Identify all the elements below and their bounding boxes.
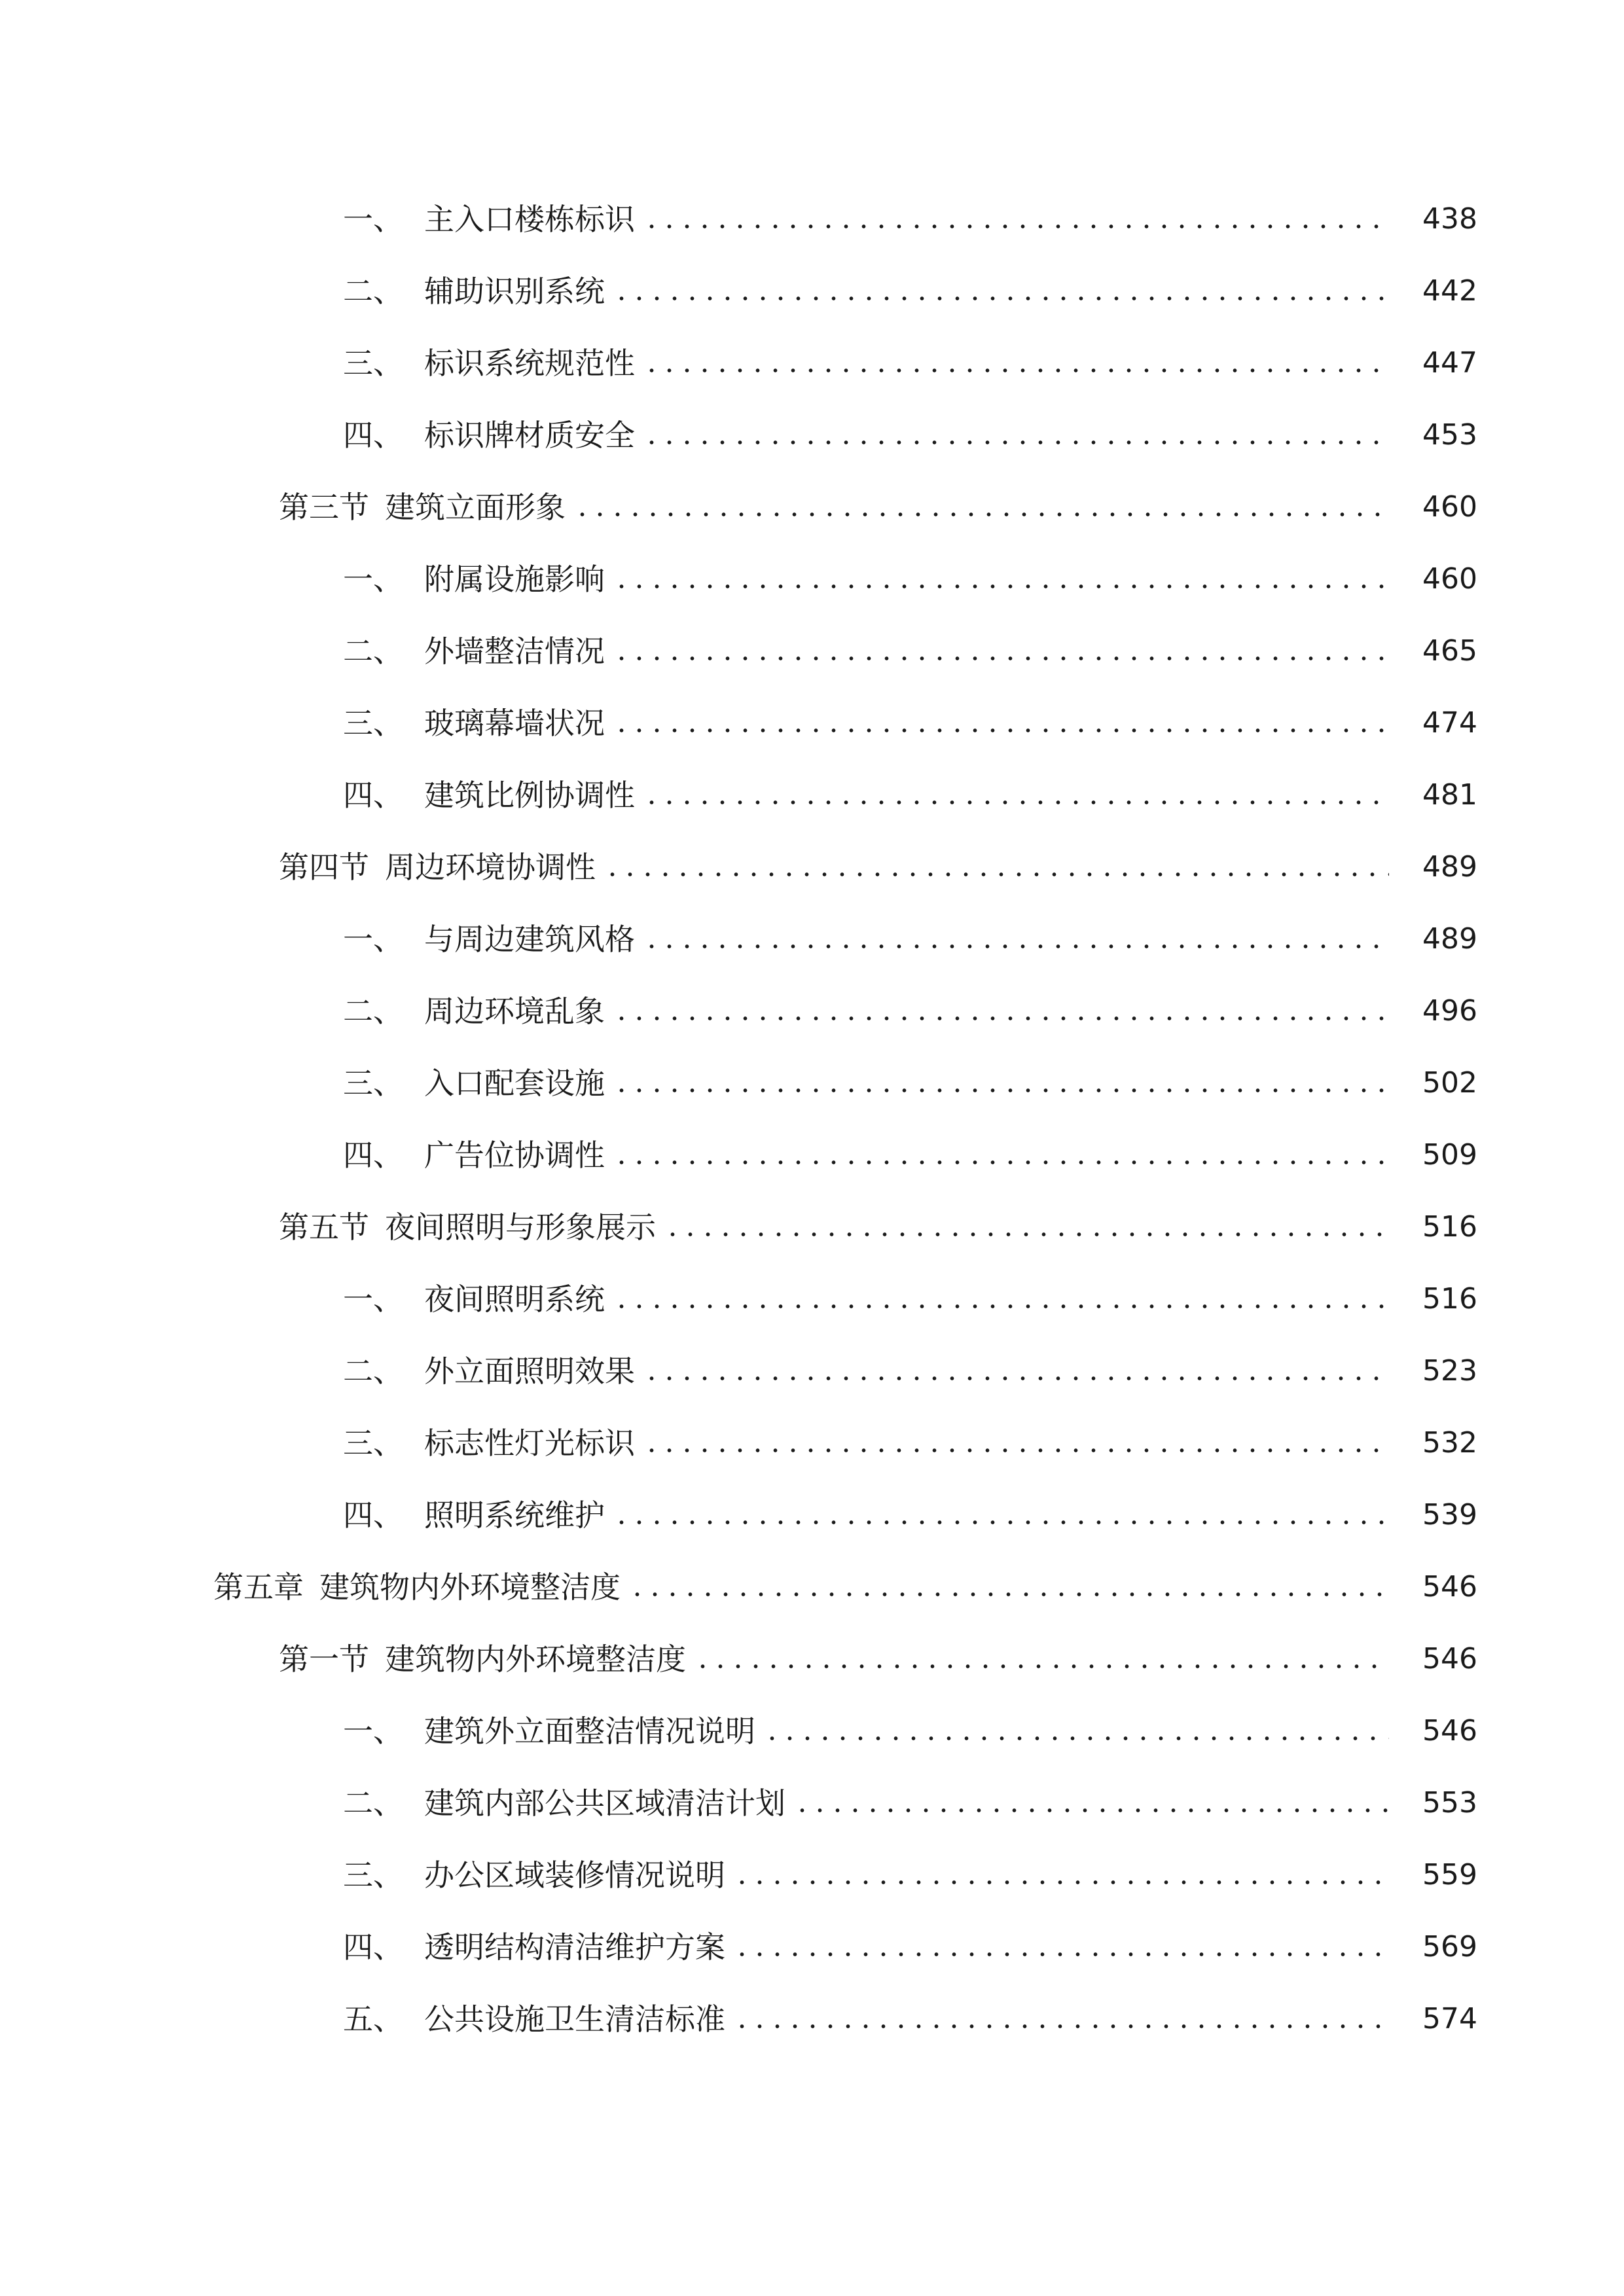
toc-entry[interactable] <box>0 1479 1624 1551</box>
dot-leader <box>694 1663 1389 1670</box>
toc-entry-page-number: 447 <box>1422 346 1477 380</box>
dot-leader <box>613 1519 1389 1526</box>
toc-entry-number: 第五章 <box>213 1570 304 1605</box>
toc-entry-number: 四、 <box>343 1138 403 1173</box>
toc-entry-title: 建筑立面形象 <box>385 490 566 525</box>
toc-entry-page-number: 453 <box>1422 418 1477 452</box>
toc-entry-number: 二、 <box>343 994 403 1029</box>
dot-leader <box>613 1303 1389 1310</box>
toc-entry-number: 二、 <box>343 274 403 309</box>
toc-entry-page-number: 481 <box>1422 778 1477 812</box>
toc-entry[interactable] <box>0 543 1624 615</box>
toc-entry-page-number: 489 <box>1422 850 1477 884</box>
toc-entry-number: 一、 <box>343 1282 403 1317</box>
toc-entry-number: 二、 <box>343 1354 403 1389</box>
dot-leader <box>604 871 1389 878</box>
toc-entry[interactable] <box>0 1767 1624 1839</box>
toc-entry-number: 三、 <box>343 706 403 741</box>
toc-entry-page-number: 539 <box>1422 1498 1477 1532</box>
toc-entry-title: 建筑物内外环境整洁度 <box>319 1570 621 1605</box>
toc-entry-number: 第四节 <box>279 850 369 885</box>
toc-entry-title: 标志性灯光标识 <box>424 1426 635 1461</box>
dot-leader <box>643 439 1389 446</box>
toc-entry-title: 广告位协调性 <box>424 1138 605 1173</box>
dot-leader <box>793 1807 1389 1814</box>
dot-leader <box>643 1447 1389 1454</box>
dot-leader <box>643 367 1389 374</box>
toc-entry-page-number: 496 <box>1422 994 1477 1028</box>
dot-leader <box>613 583 1389 590</box>
toc-entry-title: 主入口楼栋标识 <box>424 202 635 237</box>
toc-entry-title: 周边环境乱象 <box>424 994 605 1029</box>
toc-entry[interactable] <box>0 1551 1624 1623</box>
dot-leader <box>643 799 1389 806</box>
toc-entry[interactable] <box>0 1119 1624 1191</box>
toc-entry[interactable] <box>0 903 1624 975</box>
dot-leader <box>664 1231 1389 1238</box>
toc-entry[interactable] <box>0 759 1624 831</box>
toc-entry-page-number: 460 <box>1422 490 1477 524</box>
toc-entry-page-number: 532 <box>1422 1426 1477 1460</box>
table-of-contents <box>0 183 1624 2055</box>
toc-entry-page-number: 474 <box>1422 706 1477 740</box>
toc-entry-page-number: 546 <box>1422 1642 1477 1676</box>
dot-leader <box>613 655 1389 662</box>
toc-entry-number: 四、 <box>343 418 403 453</box>
toc-entry-number: 五、 <box>343 2001 403 2037</box>
dot-leader <box>733 1951 1389 1958</box>
toc-entry[interactable] <box>0 831 1624 903</box>
toc-entry-number: 一、 <box>343 1713 403 1749</box>
toc-entry-number: 四、 <box>343 1929 403 1965</box>
toc-entry-page-number: 489 <box>1422 922 1477 956</box>
toc-entry-number: 四、 <box>343 778 403 813</box>
dot-leader <box>613 727 1389 734</box>
toc-entry[interactable] <box>0 615 1624 687</box>
toc-entry[interactable] <box>0 183 1624 255</box>
dot-leader <box>613 1159 1389 1166</box>
dot-leader <box>573 511 1389 518</box>
toc-entry-title: 建筑比例协调性 <box>424 778 635 813</box>
toc-entry[interactable] <box>0 1911 1624 1983</box>
toc-entry[interactable] <box>0 1695 1624 1767</box>
toc-entry-title: 附属设施影响 <box>424 562 605 597</box>
toc-entry-page-number: 502 <box>1422 1066 1477 1100</box>
dot-leader <box>733 1879 1389 1886</box>
toc-entry-title: 玻璃幕墙状况 <box>424 706 605 741</box>
dot-leader <box>628 1591 1389 1598</box>
toc-entry-number: 一、 <box>343 562 403 597</box>
toc-entry-title: 入口配套设施 <box>424 1066 605 1101</box>
toc-entry[interactable] <box>0 255 1624 327</box>
toc-entry-page-number: 516 <box>1422 1282 1477 1316</box>
toc-entry-title: 周边环境协调性 <box>385 850 596 885</box>
toc-entry-number: 四、 <box>343 1498 403 1533</box>
toc-entry-title: 外立面照明效果 <box>424 1354 635 1389</box>
toc-entry-number: 三、 <box>343 1426 403 1461</box>
toc-entry[interactable] <box>0 1191 1624 1263</box>
toc-entry[interactable] <box>0 1335 1624 1407</box>
toc-entry-number: 第五节 <box>279 1210 369 1245</box>
toc-entry-title: 外墙整洁情况 <box>424 634 605 669</box>
toc-entry-page-number: 460 <box>1422 562 1477 596</box>
toc-entry-page-number: 546 <box>1422 1714 1477 1748</box>
toc-entry[interactable] <box>0 1407 1624 1479</box>
toc-entry-number: 三、 <box>343 346 403 381</box>
dot-leader <box>643 1375 1389 1382</box>
toc-entry-title: 标识系统规范性 <box>424 346 635 381</box>
toc-entry-title: 与周边建筑风格 <box>424 922 635 957</box>
toc-entry[interactable] <box>0 399 1624 471</box>
dot-leader <box>613 1015 1389 1022</box>
toc-entry-title: 夜间照明系统 <box>424 1282 605 1317</box>
toc-entry-page-number: 574 <box>1422 2002 1477 2036</box>
dot-leader <box>613 1087 1389 1094</box>
toc-entry[interactable] <box>0 687 1624 759</box>
toc-entry-page-number: 465 <box>1422 634 1477 668</box>
toc-entry-page-number: 509 <box>1422 1138 1477 1172</box>
toc-entry[interactable] <box>0 1623 1624 1695</box>
toc-entry-title: 夜间照明与形象展示 <box>385 1210 656 1245</box>
toc-entry-title: 公共设施卫生清洁标准 <box>424 2001 725 2037</box>
toc-entry-title: 建筑内部公共区域清洁计划 <box>424 1785 785 1821</box>
toc-entry[interactable] <box>0 1047 1624 1119</box>
toc-entry-number: 二、 <box>343 634 403 669</box>
toc-entry-title: 建筑外立面整洁情况说明 <box>424 1713 755 1749</box>
toc-entry-page-number: 442 <box>1422 274 1477 308</box>
dot-leader <box>763 1735 1389 1742</box>
toc-entry-title: 建筑物内外环境整洁度 <box>385 1641 686 1677</box>
toc-entry-page-number: 569 <box>1422 1930 1477 1964</box>
toc-entry-page-number: 546 <box>1422 1570 1477 1604</box>
toc-entry-page-number: 523 <box>1422 1354 1477 1388</box>
toc-entry[interactable] <box>0 1839 1624 1911</box>
toc-entry-title: 标识牌材质安全 <box>424 418 635 453</box>
toc-entry-page-number: 438 <box>1422 202 1477 236</box>
toc-entry[interactable] <box>0 327 1624 399</box>
toc-entry-page-number: 553 <box>1422 1786 1477 1820</box>
toc-entry-number: 三、 <box>343 1066 403 1101</box>
dot-leader <box>643 223 1389 230</box>
toc-entry-title: 办公区域装修情况说明 <box>424 1857 725 1893</box>
toc-entry-title: 辅助识别系统 <box>424 274 605 309</box>
toc-entry[interactable] <box>0 471 1624 543</box>
toc-entry-number: 三、 <box>343 1857 403 1893</box>
toc-entry-number: 一、 <box>343 922 403 957</box>
toc-entry[interactable] <box>0 975 1624 1047</box>
toc-entry-number: 第三节 <box>279 490 369 525</box>
toc-entry[interactable] <box>0 1983 1624 2055</box>
toc-entry-number: 二、 <box>343 1785 403 1821</box>
toc-entry-page-number: 516 <box>1422 1210 1477 1244</box>
toc-entry-title: 透明结构清洁维护方案 <box>424 1929 725 1965</box>
toc-entry-title: 照明系统维护 <box>424 1498 605 1533</box>
toc-entry[interactable] <box>0 1263 1624 1335</box>
dot-leader <box>733 2023 1389 2030</box>
dot-leader <box>643 943 1389 950</box>
dot-leader <box>613 295 1389 302</box>
toc-entry-number: 第一节 <box>279 1641 369 1677</box>
toc-entry-number: 一、 <box>343 202 403 237</box>
toc-entry-page-number: 559 <box>1422 1858 1477 1892</box>
